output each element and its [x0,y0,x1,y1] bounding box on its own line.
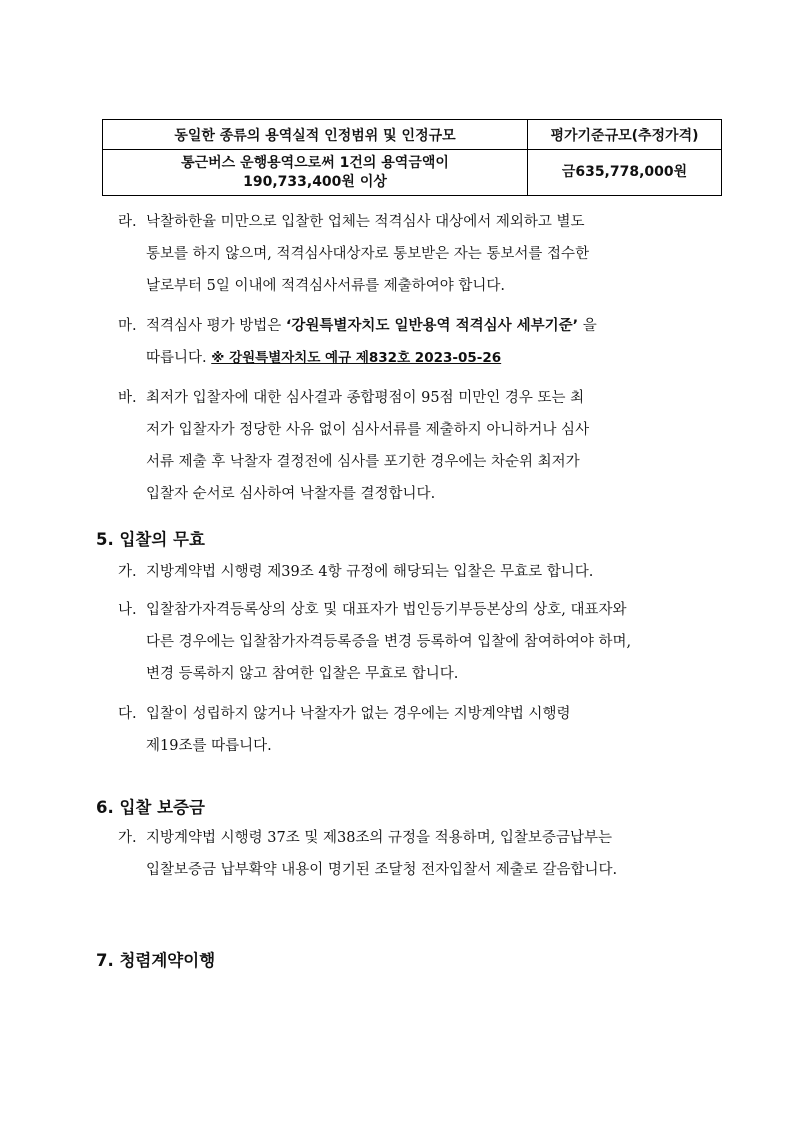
item-marker: 바. [118,390,137,406]
item-marker: 가. [118,830,137,846]
item-ma-suffix: 을 [578,318,597,334]
item-ma [118,310,678,374]
item-ba [118,382,678,510]
scope-line-1: 통근버스 운행용역으로써 1건의 용역금액이 [181,154,449,171]
item-ra-line-2: 통보를 하지 않으며, 적격심사대상자로 통보받은 자는 통보서를 접수한 [146,246,590,262]
item-marker: 다. [118,706,137,722]
item-marker: 라. [118,214,137,230]
section-5-item-ga [118,556,678,588]
section-5-na-line-2: 다른 경우에는 입찰참가자격등록증을 변경 등록하여 입찰에 참여하여야 하며, [146,634,632,650]
item-ba-line-4: 입찰자 순서로 심사하여 낙찰자를 결정합니다. [146,486,436,502]
section-7-title: 7. 청렴계약이행 [96,951,216,970]
header-estimate: 평가기준규모(추정가격) [528,120,722,150]
rule-reference: ※ 강원특별자치도 예규 제832호 2023-05-26 [211,350,502,366]
scope-line-2: 190,733,400원 이상 [243,173,387,190]
item-ma-line2-prefix: 따릅니다. [146,350,212,366]
item-marker: 마. [118,318,137,334]
table-header-row [103,120,722,150]
cell-estimate: 금635,778,000원 [528,150,722,196]
section-5-da-line-1: 입찰이 성립하지 않거나 낙찰자가 없는 경우에는 지방계약법 시행령 [146,706,571,722]
item-ba-line-3: 서류 제출 후 낙찰자 결정전에 심사를 포기한 경우에는 차순위 최저가 [146,454,580,470]
section-5-na-line-1: 입찰참가자격등록상의 상호 및 대표자가 법인등기부등본상의 상호, 대표자와 [146,602,627,618]
section-5-title: 5. 입찰의 무효 [96,530,205,549]
item-ba-line-1: 최저가 입찰자에 대한 심사결과 종합평점이 95점 미만인 경우 또는 최 [146,390,585,406]
section-6-item-ga [118,822,678,886]
item-marker: 나. [118,602,137,618]
section-6-ga-line-1: 지방계약법 시행령 37조 및 제38조의 규정을 적용하며, 입찰보증금납부는 [146,830,612,846]
section-6-ga-line-2: 입찰보증금 납부확약 내용이 명기된 조달청 전자입찰서 제출로 갈음합니다. [146,862,618,878]
section-5-da-line-2: 제19조를 따릅니다. [146,738,272,754]
section-6-title: 6. 입찰 보증금 [96,798,205,817]
item-ra-line-3: 날로부터 5일 이내에 적격심사서류를 제출하여야 합니다. [146,278,506,294]
item-marker: 가. [118,564,137,580]
section-5-na-line-3: 변경 등록하지 않고 참여한 입찰은 무효로 합니다. [146,666,459,682]
criteria-title: ‘강원특별자치도 일반용역 적격심사 세부기준’ [285,318,579,334]
section-5-item-da [118,698,678,762]
item-ra-line-1: 낙찰하한율 미만으로 입찰한 업체는 적격심사 대상에서 제외하고 별도 [146,214,585,230]
item-ma-prefix: 적격심사 평가 방법은 [146,318,286,334]
item-ra [118,206,678,302]
section-5-ga-line-1: 지방계약법 시행령 제39조 4항 규정에 해당되는 입찰은 무효로 합니다. [146,564,594,580]
table-row [103,150,722,196]
section-5-item-na [118,594,678,690]
header-scope: 동일한 종류의 용역실적 인정범위 및 인정규모 [103,120,528,150]
performance-criteria-table [102,119,722,196]
item-ba-line-2: 저가 입찰자가 정당한 사유 없이 심사서류를 제출하지 아니하거나 심사 [146,422,590,438]
cell-scope [103,150,528,196]
